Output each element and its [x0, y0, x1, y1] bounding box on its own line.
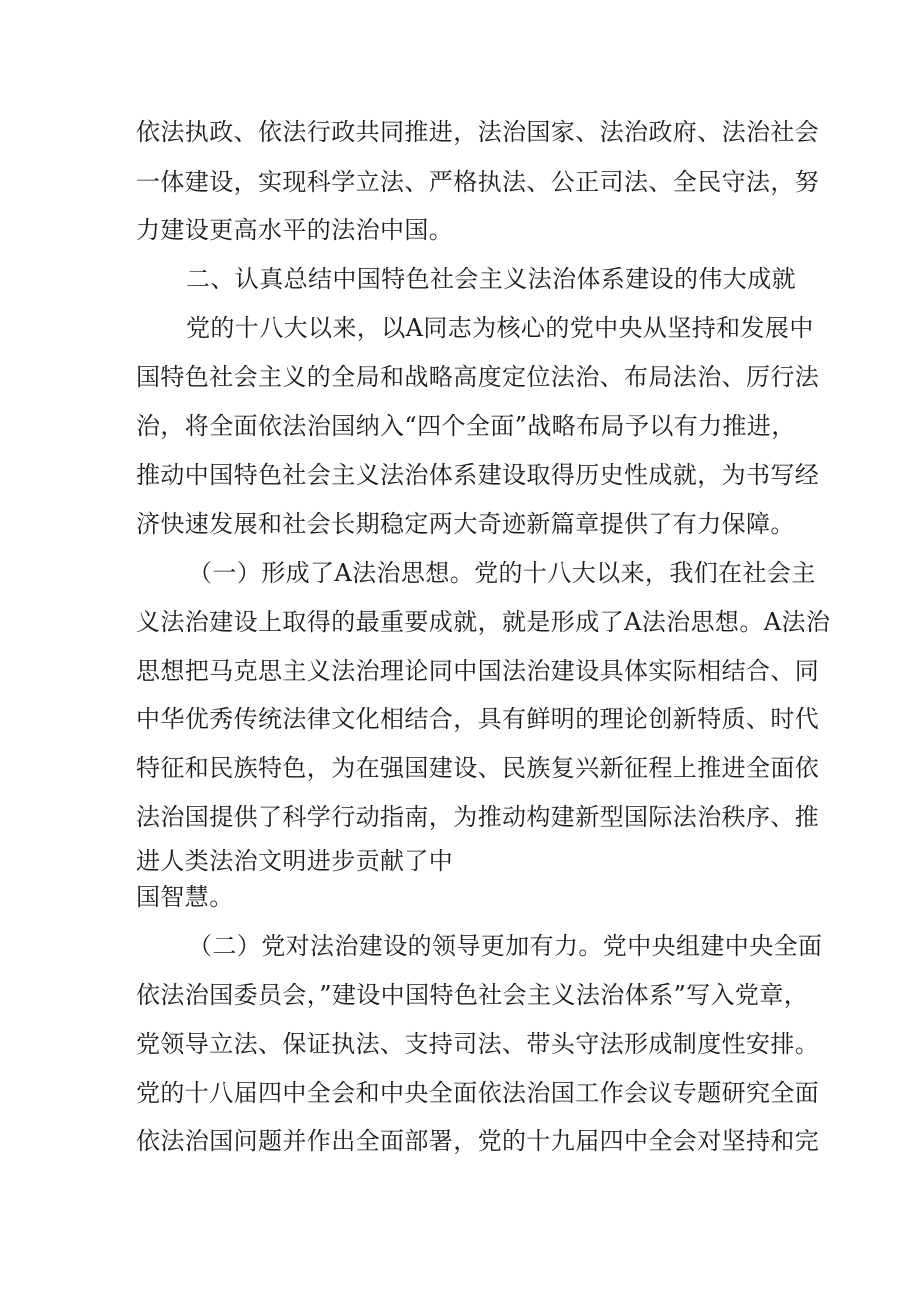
text-line — [0, 308, 920, 348]
text-line — [0, 602, 920, 642]
line-text: 济快速发展和社会长期稳定两大奇迹新篇章提供了有力保障。 — [136, 510, 795, 538]
text-line — [0, 748, 920, 788]
line-text: 力建设更高水平的法治中国。 — [136, 216, 454, 244]
line-text: 国特色社会主义的全局和战略高度定位法治、布局法治、厉行法 — [136, 363, 820, 391]
line-text: （二）党对法治建设的领导更加有力。党中央组建中央全面 — [188, 932, 823, 960]
section-heading — [0, 259, 920, 299]
line-text: 特征和民族特色，为在强国建设、民族复兴新征程上推进全面依 — [136, 754, 820, 782]
text-line — [0, 1121, 920, 1161]
text-line — [0, 162, 920, 202]
line-text: 法治国提供了科学行动指南，为推动构建新型国际法治秩序、推 — [136, 803, 820, 831]
text-line — [0, 975, 920, 1015]
line-text: （一）形成了A法治思想。党的十八大以来，我们在社会主 — [188, 559, 816, 587]
line-text: 义法治建设上取得的最重要成就，就是形成了A法治思想。A法治 — [136, 608, 831, 636]
line-text: 国智慧。 — [136, 883, 234, 911]
text-line — [0, 841, 920, 881]
line-text: 推动中国特色社会主义法治体系建设取得历史性成就，为书写经 — [136, 461, 820, 489]
line-text: 中华优秀传统法律文化相结合，具有鲜明的理论创新特质、时代 — [136, 705, 820, 733]
line-text: 思想把马克思主义法治理论同中国法治建设具体实际相结合、同 — [136, 657, 820, 685]
line-text: 党领导立法、保证执法、支持司法、带头守法形成制度性安排。 — [136, 1030, 820, 1058]
text-line — [0, 1073, 920, 1113]
text-line — [0, 112, 920, 152]
line-text: 进人类法治文明进步贡献了中 — [136, 847, 454, 875]
text-line — [0, 1024, 920, 1064]
text-line — [0, 210, 920, 250]
text-line — [0, 504, 920, 544]
line-text: 治，将全面依法治国纳入“四个全面”战略布局予以有力推进， — [136, 412, 796, 440]
text-line — [0, 877, 920, 917]
line-text: 依法执政、依法行政共同推进，法治国家、法治政府、法治社会 — [136, 118, 820, 146]
text-line — [0, 651, 920, 691]
line-text: 党的十八届四中全会和中央全面依法治国工作会议专题研究全面 — [136, 1079, 820, 1107]
line-text: 依法治国问题并作出全面部署，党的十九届四中全会对坚持和完 — [136, 1127, 820, 1155]
text-line — [0, 699, 920, 739]
text-line — [0, 357, 920, 397]
text-line — [0, 797, 920, 837]
text-line — [0, 406, 920, 446]
text-line — [0, 553, 920, 593]
text-line — [0, 455, 920, 495]
line-text: 一体建设，实现科学立法、严格执法、公正司法、全民守法，努 — [136, 168, 820, 196]
line-text: 依法治国委员会，”建设中国特色社会主义法治体系”写入党章， — [136, 981, 809, 1009]
text-line — [0, 926, 920, 966]
heading-text: 二、认真总结中国特色社会主义法治体系建设的伟大成就 — [186, 265, 796, 293]
line-text: 党的十八大以来，以A同志为核心的党中央从坚持和发展中 — [186, 314, 814, 342]
